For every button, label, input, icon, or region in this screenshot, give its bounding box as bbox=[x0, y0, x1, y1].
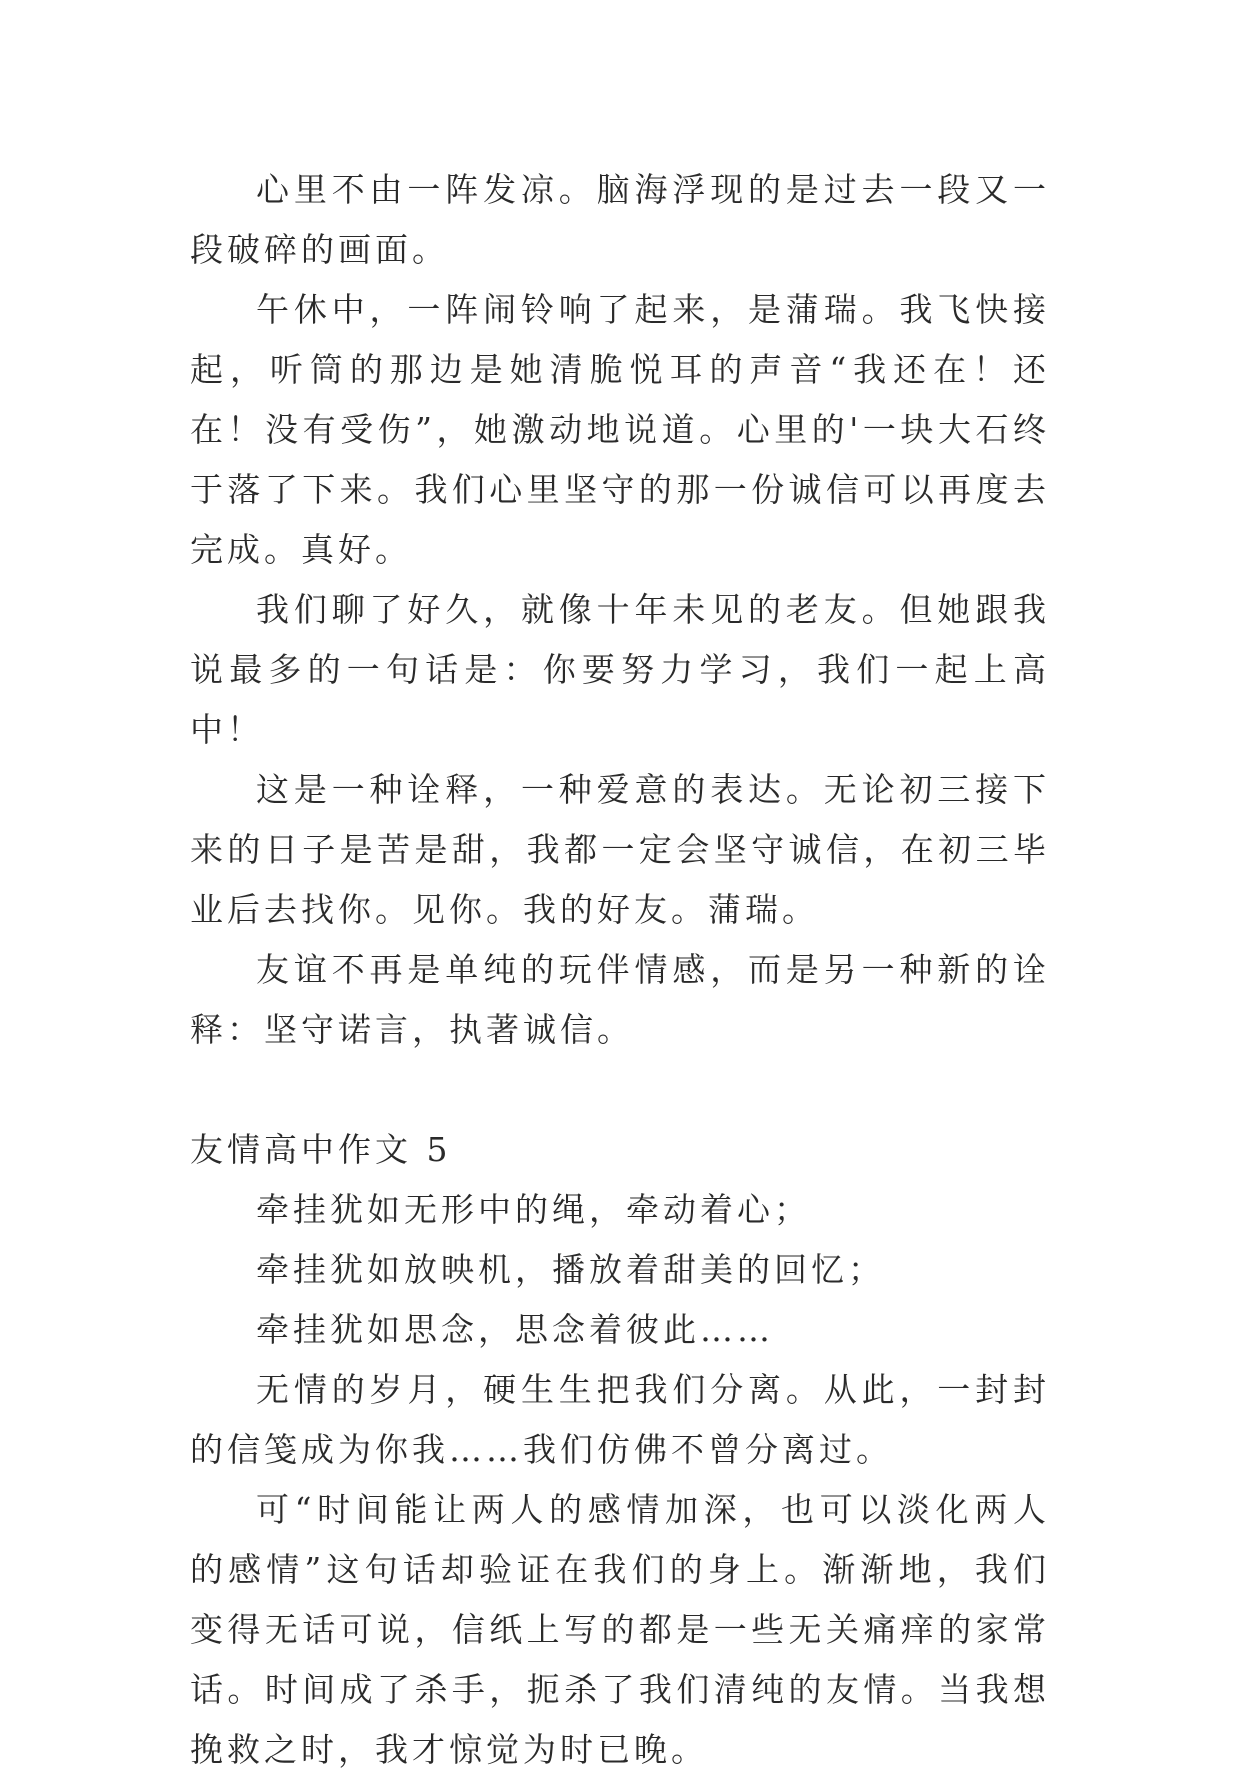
paragraph: 午休中，一阵闹铃响了起来，是蒲瑞。我飞快接起，听筒的那边是她清脆悦耳的声音“我还在！还在！没有受伤”，她激动地说道。心里的'一块大石终于落了下来。我们心里坚守的那一份诚信可以再度去完成。真好。 bbox=[190, 290, 1050, 569]
paragraph: 牵挂犹如无形中的绳，牵动着心； bbox=[256, 1190, 811, 1229]
paragraph: 无情的岁月，硬生生把我们分离。从此，一封封的信笺成为你我……我们仿佛不曾分离过。 bbox=[190, 1370, 1050, 1469]
paragraph: 我们聊了好久，就像十年未见的老友。但她跟我说最多的一句话是：你要努力学习，我们一起上高中！ bbox=[190, 590, 1050, 749]
paragraph: 可“时间能让两人的感情加深，也可以淡化两人的感情”这句话却验证在我们的身上。渐渐地，我们变得无话可说，信纸上写的都是一些无关痛痒的家常话。时间成了杀手，扼杀了我们清纯的友情。当我想挽救之时，我才惊觉为时已晚。 bbox=[190, 1490, 1050, 1769]
document-body bbox=[190, 160, 1050, 1780]
section-heading: 友情高中作文 5 bbox=[190, 1130, 452, 1169]
paragraph: 这是一种诠释，一种爱意的表达。无论初三接下来的日子是苦是甜，我都一定会坚守诚信，在初三毕业后去找你。见你。我的好友。蒲瑞。 bbox=[190, 770, 1050, 929]
paragraph: 牵挂犹如放映机，播放着甜美的回忆； bbox=[256, 1250, 885, 1289]
paragraph: 友谊不再是单纯的玩伴情感，而是另一种新的诠释：坚守诺言，执著诚信。 bbox=[190, 950, 1050, 1049]
paragraph: 牵挂犹如思念，思念着彼此…… bbox=[256, 1310, 774, 1349]
paragraph: 心里不由一阵发凉。脑海浮现的是过去一段又一段破碎的画面。 bbox=[190, 170, 1050, 269]
